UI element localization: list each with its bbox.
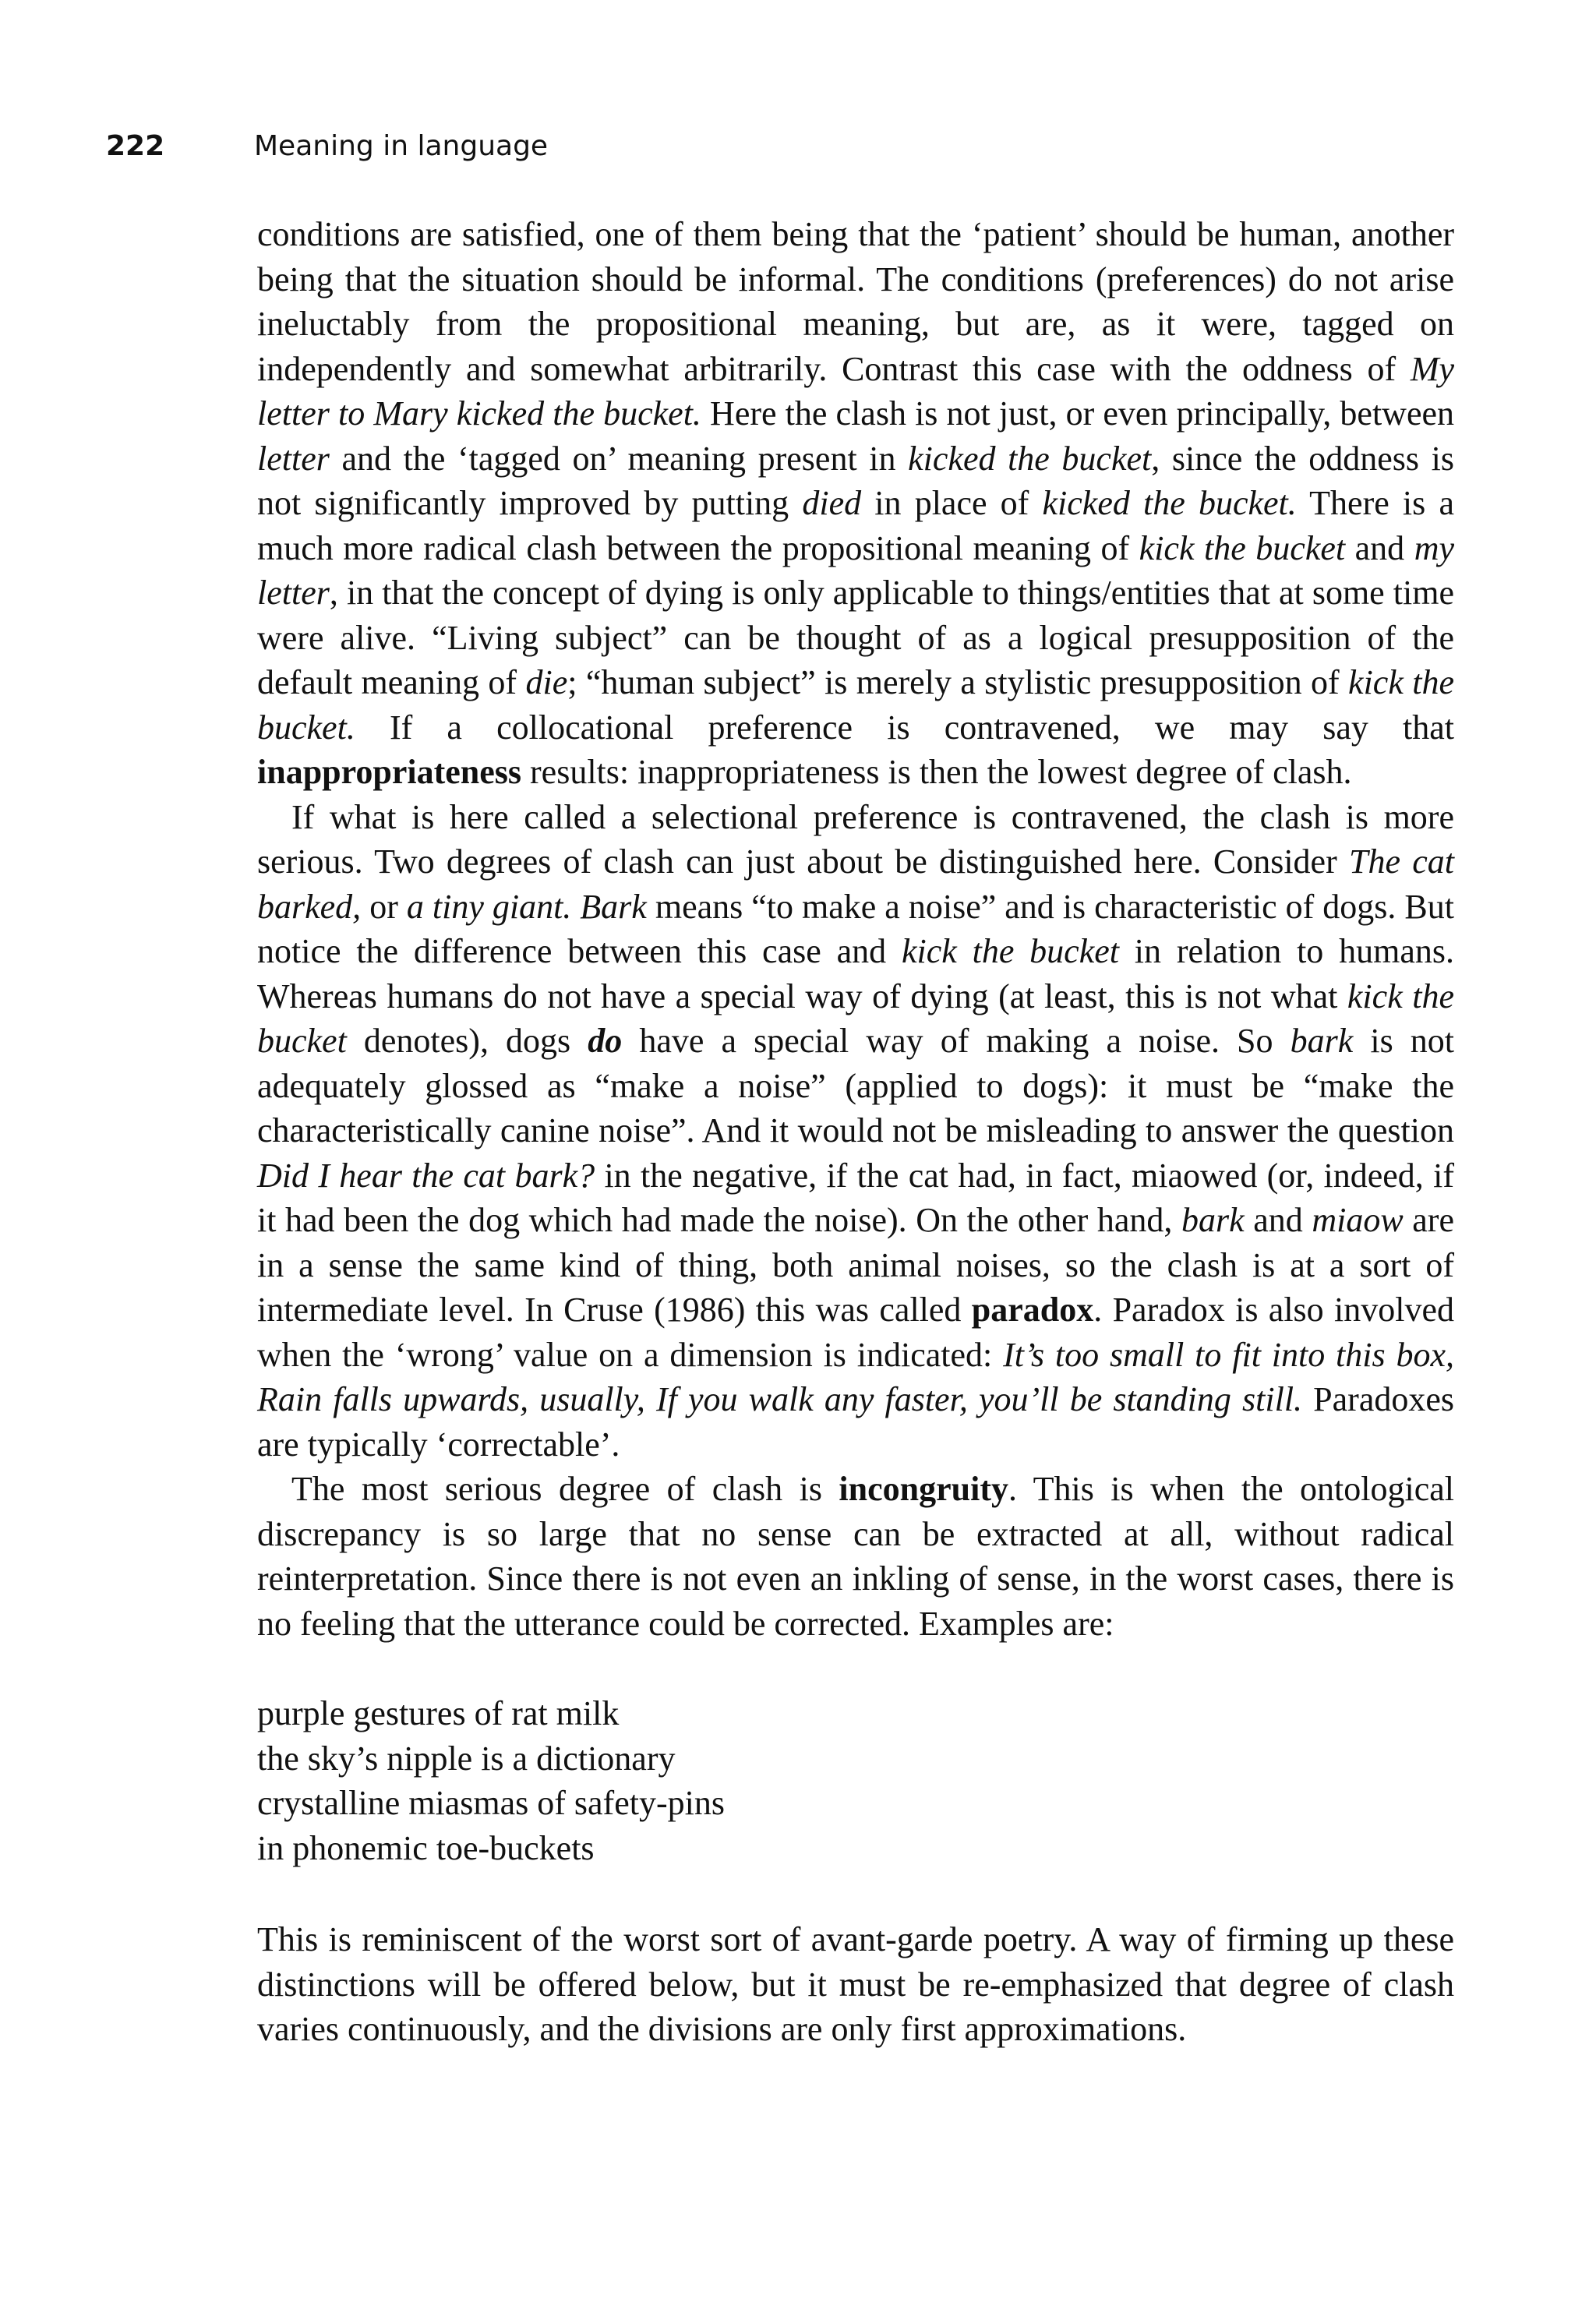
italic-phrase: Did I hear the cat bark? [257, 1156, 595, 1195]
italic-phrase: kicked the bucket. [1042, 484, 1297, 522]
italic-phrase: bark [1290, 1022, 1354, 1060]
example-item: in phonemic toe-buckets [257, 1828, 595, 1867]
example-item: purple gestures of rat milk [257, 1694, 620, 1732]
page-number: 222 [106, 130, 165, 162]
italic-phrase: kick the bucket [901, 932, 1119, 970]
bold-term: incongruity [839, 1470, 1008, 1508]
italic-phrase: The cat barked, [257, 842, 1454, 926]
bold-term: inappropriateness [257, 753, 522, 791]
italic-phrase: letter [257, 439, 330, 478]
closing-paragraph: This is reminiscent of the worst sort of avant-garde poetry. A way of firming up these distinctions will be offered below, but it must be re-emphasized that degree of clash varies continuously, and the divisions are only first approximations. [257, 1920, 1454, 2048]
italic-phrase: It’s too small to fit into this box, Rain falls upwards, usually, If you walk any faster, you’ll be standing still. [257, 1335, 1454, 1418]
example-item: the sky’s nipple is a dictionary [257, 1739, 676, 1778]
italic-phrase: my letter [257, 528, 1454, 612]
italic-phrase: died [802, 484, 862, 522]
paragraph-1: conditions are satisfied, one of them being that the ‘patient’ should be human, another being that the situation should be informal. The conditions (preferences) do not arise ineluctably from the propositional meaning, but are, as it were, tagged on independently and somewhat arbitrarily. Contrast this case with the oddness of My letter to Mary kicked the bucket. Here the clash is not just, or even principally, between letter and the ‘tagged on’ meaning present in kicked the bucket, since the oddness is not significantly improved by putting died in place of kicked the bucket. There is a much more radical clash between the propositional meaning of kick the bucket and my letter, in that the concept of dying is only applicable to things/entities that at some time were alive. “Living subject” can be thought of as a logical presupposition of the default meaning of die; “human subject” is merely a stylistic presupposition of kick the bucket. If a collocational preference is contravened, we may say that inappropriateness results: inappropriateness is then the lowest degree of clash. [257, 215, 1455, 791]
example-list [257, 1691, 1454, 1870]
body-text [257, 212, 1454, 2052]
italic-phrase: My letter to Mary kicked the bucket. [257, 349, 1454, 433]
bold-term: do [588, 1022, 623, 1060]
italic-phrase: bark [1181, 1201, 1245, 1239]
running-title: Meaning in language [254, 130, 549, 162]
paragraph-2: If what is here called a selectional preference is contravened, the clash is more serious. Two degrees of clash can just about be distinguished here. Consider The cat barked, or a tiny giant. Bark means “to make a noise” and is characteristic of dogs. But notice the difference between this case and kick the bucket in relation to humans. Whereas humans do not have a special way of dying (at least, this is not what kick the bucket denotes), dogs do have a special way of making a noise. So bark is not adequately glossed as “make a noise” (applied to dogs): it must be “make the characteristically canine noise”. And it would not be misleading to answer the question Did I hear the cat bark? in the negative, if the cat had, in fact, miaowed (or, indeed, if it had been the dog which had made the noise). On the other hand, bark and miaow are in a sense the same kind of thing, both animal noises, so the clash is at a sort of intermediate level. In Cruse (1986) this was called paradox. Paradox is also involved when the ‘wrong’ value on a dimension is indicated: It’s too small to fit into this box, Rain falls upwards, usually, If you walk any faster, you’ll be standing still. Paradoxes are typically ‘correctable’. [257, 797, 1455, 1464]
paragraph-3: The most serious degree of clash is incongruity. This is when the ontological discrepancy is so large that no sense can be extracted at all, without radical reinterpretation. Since there is not even an inkling of sense, in the worst cases, there is no feeling that the utterance could be corrected. Examples are: [257, 1470, 1455, 1643]
italic-phrase: kick the bucket [257, 976, 1454, 1060]
italic-phrase: kick the bucket [1139, 528, 1346, 567]
italic-phrase: kicked the bucket [908, 439, 1152, 478]
italic-phrase: miaow [1312, 1201, 1404, 1239]
italic-phrase: a tiny giant. Bark [406, 887, 647, 926]
italic-phrase: die [525, 663, 568, 701]
italic-phrase: kick the bucket. [257, 663, 1454, 747]
bold-term: paradox [971, 1291, 1094, 1329]
running-head [106, 129, 548, 164]
example-item: crystalline miasmas of safety-pins [257, 1784, 725, 1822]
